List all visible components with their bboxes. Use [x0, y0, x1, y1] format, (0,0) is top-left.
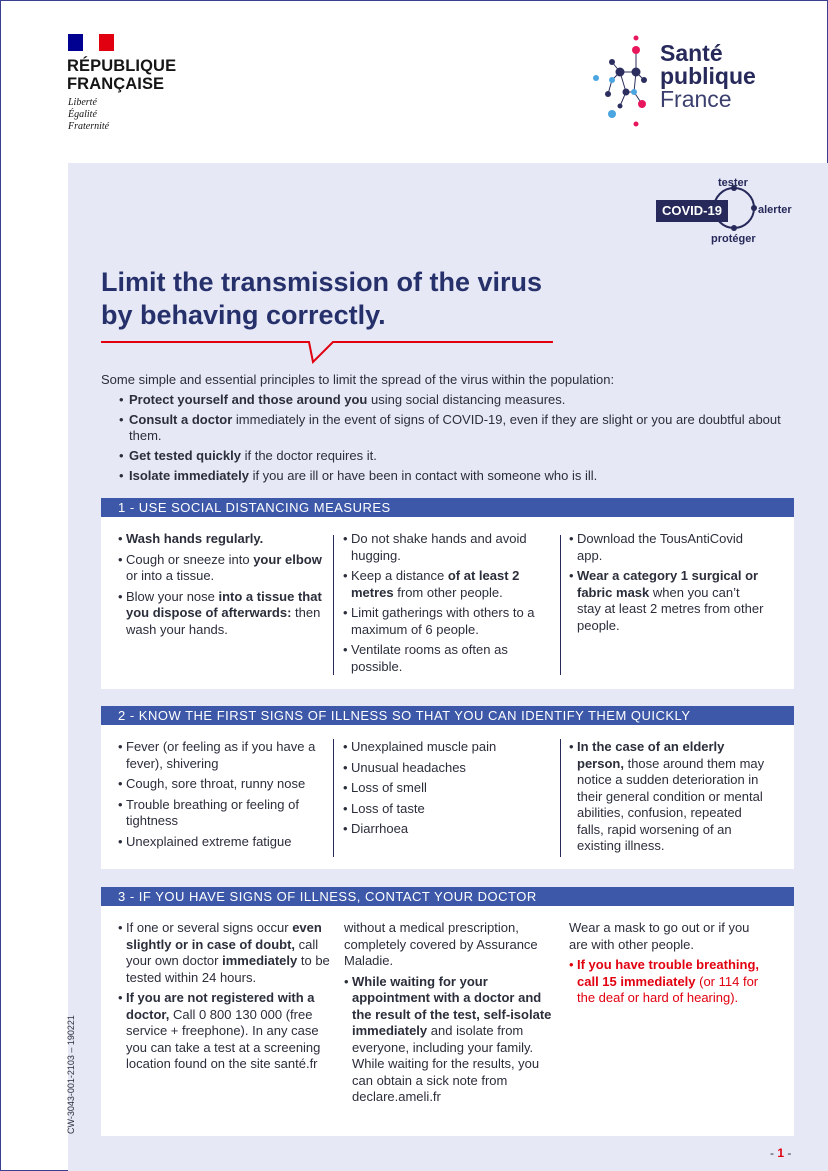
list-item: • Loss of smell [343, 780, 543, 797]
intro-bullet-list [101, 392, 791, 484]
document-code: CW-3043-001-2103 – 190221 [66, 1015, 76, 1134]
speech-bubble-underline [101, 336, 553, 366]
spf-line-sante: Santé [660, 40, 723, 66]
list-item: • Wash hands regularly. [118, 531, 330, 548]
republique-francaise-logo [67, 57, 197, 93]
list-item: • If you are not registered with a doctor, Call 0 800 130 000 (free service + freephone). In any case you can take a test at a screening location found on the site santé.fr [118, 990, 330, 1073]
intro-bullet: • Isolate immediately if you are ill or have been in contact with someone who is ill. [101, 468, 791, 484]
list-item: • Diarrhoea [343, 821, 543, 838]
section-3-col-1 [118, 920, 330, 1077]
section-1-heading: 1 - USE SOCIAL DISTANCING MEASURES [101, 498, 794, 517]
list-item: • Cough or sneeze into your elbow or into a tissue. [118, 552, 330, 585]
section-2-col-1 [118, 739, 330, 854]
list-item: • Do not shake hands and avoid hugging. [343, 531, 543, 564]
section-3-col-3 [569, 920, 769, 1011]
section-2-heading: 2 - KNOW THE FIRST SIGNS OF ILLNESS SO THAT YOU CAN IDENTIFY THEM QUICKLY [101, 706, 794, 725]
list-item: • Keep a distance of at least 2 metres from other people. [343, 568, 543, 601]
list-item: • Unusual headaches [343, 760, 543, 777]
intro-text [101, 372, 791, 488]
sante-publique-france-wordmark [660, 42, 756, 111]
sante-publique-france-logo-icon [590, 32, 660, 132]
page-number: - 1 - [770, 1146, 792, 1160]
intro-bullet: • Consult a doctor immediately in the event of signs of COVID-19, even if they are slight or you are doubtful about them. [101, 412, 791, 444]
list-item: • If one or several signs occur even slightly or in case of doubt, call your own doctor immediately to be tested within 24 hours. [118, 920, 330, 986]
list-item: • Loss of taste [343, 801, 543, 818]
motto-liberte: Liberté [68, 97, 97, 108]
column-divider [560, 535, 561, 675]
list-item: • Fever (or feeling as if you have a fever), shivering [118, 739, 330, 772]
list-item: • Cough, sore throat, runny nose [118, 776, 330, 793]
covid-alerter-label: alerter [758, 204, 792, 216]
motto-fraternite: Fraternité [68, 121, 110, 132]
column-divider [333, 739, 334, 857]
list-item: • While waiting for your appointment with a doctor and the result of the test, self-isolate immediately and isolate from everyone, including your family. While waiting for the results, you can obtain a sick note from declare.ameli.fr [344, 974, 554, 1106]
intro-bullet: • Protect yourself and those around you using social distancing measures. [101, 392, 791, 408]
list-item: • Ventilate rooms as often as possible. [343, 642, 543, 675]
list-item: • In the case of an elderly person, those around them may notice a sudden deterioration in their general condition or mental abilities, confusion, repeated falls, rapid worsening of an existing illness. [569, 739, 771, 855]
covid-19-badge: COVID-19 [656, 200, 728, 222]
intro-bullet: • Get tested quickly if the doctor requires it. [101, 448, 791, 464]
intro-lead: Some simple and essential principles to limit the spread of the virus within the population: [101, 372, 615, 387]
column-divider [560, 739, 561, 857]
list-item: • Limit gatherings with others to a maximum of 6 people. [343, 605, 543, 638]
list-item: • Blow your nose into a tissue that you dispose of afterwards: then wash your hands. [118, 589, 330, 639]
section-3-heading: 3 - IF YOU HAVE SIGNS OF ILLNESS, CONTACT YOUR DOCTOR [101, 887, 794, 906]
emergency-list-item: • If you have trouble breathing, call 15 immediately (or 114 for the deaf or hard of hearing). [569, 957, 769, 1007]
section-1-col-1 [118, 531, 330, 642]
list-item: • Wear a category 1 surgical or fabric mask when you can’t stay at least 2 metres from other people. [569, 568, 765, 634]
section-1-col-3 [569, 531, 765, 638]
republique-line: RÉPUBLIQUE [67, 57, 177, 75]
covid-tester-label: tester [718, 177, 748, 189]
french-flag-icon [68, 34, 114, 51]
column-divider [333, 535, 334, 675]
title-line-2: by behaving correctly. [101, 300, 386, 330]
section-2-col-2 [343, 739, 543, 842]
francaise-line: FRANÇAISE [67, 75, 165, 93]
page-title [101, 266, 601, 332]
title-line-1: Limit the transmission of the virus [101, 267, 543, 297]
list-item: • Trouble breathing or feeling of tightness [118, 797, 330, 830]
motto-egalite: Égalité [68, 109, 97, 120]
republic-motto [68, 97, 109, 133]
spf-line-france: France [660, 86, 732, 112]
covid-proteger-label: protéger [711, 233, 756, 245]
paragraph: without a medical prescription, completely covered by Assurance Maladie. [344, 920, 538, 968]
section-1-col-2 [343, 531, 543, 679]
paragraph: Wear a mask to go out or if you are with other people. [569, 920, 750, 952]
list-item: • Unexplained muscle pain [343, 739, 543, 756]
section-2-box [101, 725, 794, 869]
list-item: • Download the TousAntiCovid app. [569, 531, 765, 564]
list-item: • Unexplained extreme fatigue [118, 834, 330, 851]
section-3-col-2 [344, 920, 554, 1110]
section-1-box [101, 517, 794, 689]
section-2-col-3 [569, 739, 771, 859]
section-3-box [101, 906, 794, 1136]
spf-line-publique: publique [660, 63, 756, 89]
